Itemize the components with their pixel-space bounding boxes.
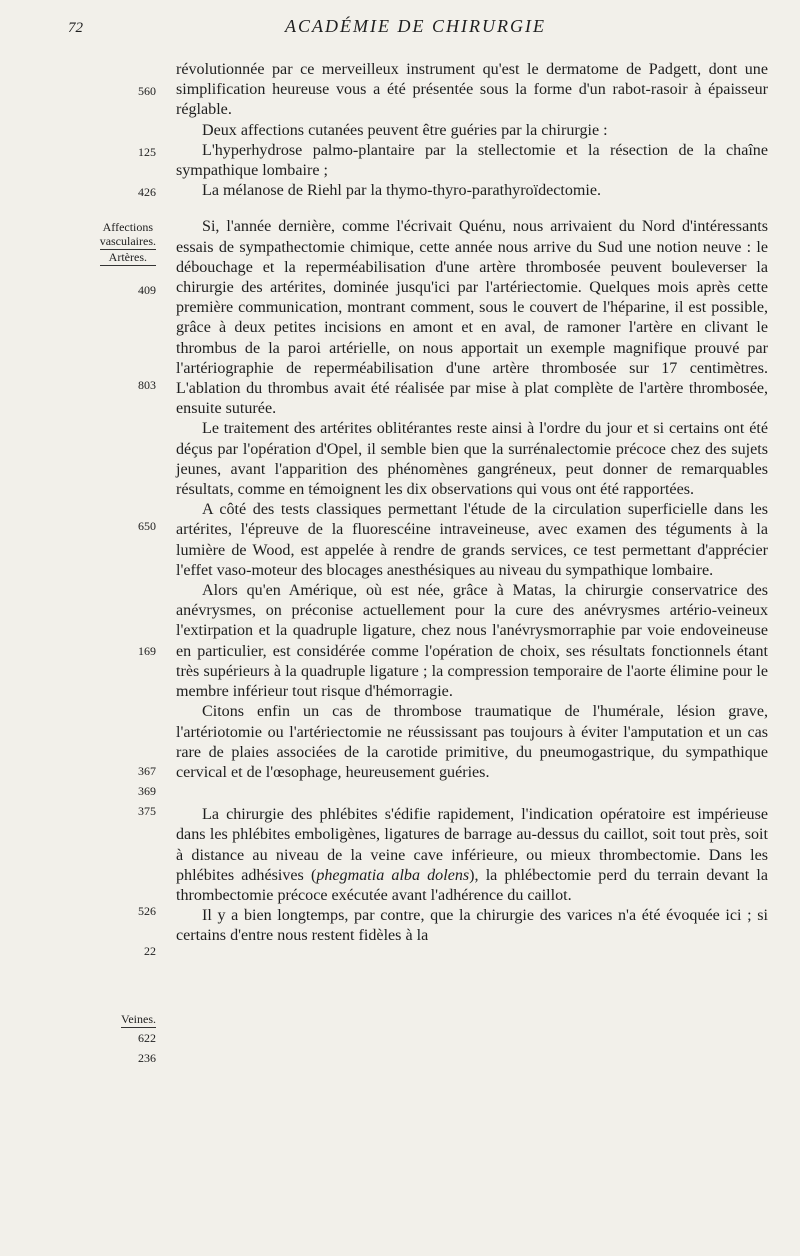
running-head: ACADÉMIE DE CHIRURGIE xyxy=(285,16,546,36)
margin-ref: 409 xyxy=(138,283,156,297)
paragraph: Il y a bien longtemps, par contre, que la chirurgie des varices n'a été évoquée ici ; si certains d'entre nous restent fidèles à la xyxy=(176,907,768,945)
paragraph: Le traitement des artérites oblitérantes reste ainsi à l'ordre du jour et si certains ont été déçus par l'opération d'Opel, il semble bien que la surrénalectomie précoce chez des sujets jeunes, avant l'apparition des phénomènes gangréneux, peut donner de remarquables résultats, comme en témoignent les dix observations qui vous ont été rapportées. xyxy=(176,420,768,499)
margin-subheading: Artères. xyxy=(100,250,156,266)
paragraph-phlebites xyxy=(176,805,768,906)
paragraph: La mélanose de Riehl par la thymo-thyro-parathyroïdectomie. xyxy=(202,182,602,200)
margin-heading: Veines. xyxy=(121,1012,156,1026)
body-text xyxy=(176,60,768,947)
paragraph: L'hyperhydrose palmo-plantaire par la stellectomie et la résection de la chaîne sympathique lombaire ; xyxy=(176,141,768,180)
margin-ref: 426 xyxy=(138,185,156,199)
margin-ref: 560 xyxy=(138,84,156,98)
paragraph: Deux affections cutanées peuvent être guéries par la chirurgie : xyxy=(202,121,608,139)
paragraph: Citons enfin un cas de thrombose traumatique de l'humérale, lésion grave, l'artériotomie ou l'artériectomie ne réussissant pas toujours à éviter l'amputation et un cas rare de plaies associées de la carotide primitive, du pneumogastrique, du sympathique cervical et de l'œsophage, heureusement guéries. xyxy=(176,703,768,781)
paragraph: révolutionnée par ce merveilleux instrument qu'est le dermatome de Padgett, dont une simplification heureuse vous a été présentée sous la forme d'un rabot-rasoir à épaisseur réglable. xyxy=(176,61,768,119)
margin-ref: 650 xyxy=(138,519,156,533)
margin-ref: 375 xyxy=(138,804,156,818)
margin-section-veins xyxy=(121,1012,156,1028)
text-run: La chirurgie des phlébites s'édifie rapidement, l'indication opératoire est impérieuse dans les phlébites emboligènes, ligatures de barrage au-dessus du caillot, soit tout près, soit à distance au niveau de la veine cave inférieure, ou mieux thrombectomie. Dans les phlébites adhésives ( xyxy=(176,806,768,884)
margin-ref: 125 xyxy=(138,145,156,159)
margin-ref: 22 xyxy=(144,944,156,958)
margin-ref: 169 xyxy=(138,644,156,658)
margin-ref: 526 xyxy=(138,904,156,918)
margin-ref: 236 xyxy=(138,1051,156,1065)
paragraph: Si, l'année dernière, comme l'écrivait Quénu, nous arrivaient du Nord d'intéressants essais de sympathectomie chimique, cette année nous arrive du Sud une notion neuve : le débouchage et la reperméabilisation d'une artère thrombosée peuvent bouleverser la chirurgie des artérites, dominée jusqu'ici par l'artériectomie. Quelques mois après cette première communication, montrant comment, sous le couvert de l'héparine, il est possible, grâce à deux petites incisions en amont et en aval, de ramoner l'artère en clivant le thrombus de la paroi artérielle, on nous apportait un exemple magnifique prouvé par l'artériographie de reperméabilisation d'une artère thrombosée sur 17 centimètres. L'ablation du thrombus avait été réalisée par mise à plat complète de l'artère thrombosée, ensuite suturée. xyxy=(176,218,768,418)
margin-ref: 367 xyxy=(138,764,156,778)
paragraph: A côté des tests classiques permettant l'étude de la circulation superficielle dans les artérites, l'épreuve de la fluorescéine intraveineuse, avec examen des téguments à la lumière de Wood, est appelée à rendre de grands services, ce test permettant d'apprécier l'effet vaso-moteur des blocages anesthésiques au niveau du sympathique lombaire. xyxy=(176,501,768,579)
margin-ref: 803 xyxy=(138,378,156,392)
latin-term: phegmatia alba dolens xyxy=(316,866,470,884)
text-run: ), la phlébectomie perd du terrain devant la thrombectomie précoce exécutée avant l'adhérence du caillot. xyxy=(176,866,769,904)
paragraph: Alors qu'en Amérique, où est née, grâce à Matas, la chirurgie conservatrice des anévrysmes, on préconise actuellement pour la cure des anévrysmes artério-veineux l'extirpation et la quadruple ligature, chez nous l'anévrysmorraphie par voie endoveineuse en particulier, est considérée comme l'opération de choix, ses résultats fonctionnels étant très supérieurs à la quadruple ligature ; la compression temporaire de l'aorte élimine pour le membre inférieur tout risque d'hémorragie. xyxy=(176,582,768,701)
margin-section-arteries xyxy=(100,220,156,266)
margin-heading: vasculaires. xyxy=(99,234,156,248)
margin-heading: Affections xyxy=(102,220,154,234)
page-number: 72 xyxy=(68,20,83,36)
margin-ref: 369 xyxy=(138,784,156,798)
margin-ref: 622 xyxy=(138,1031,156,1045)
